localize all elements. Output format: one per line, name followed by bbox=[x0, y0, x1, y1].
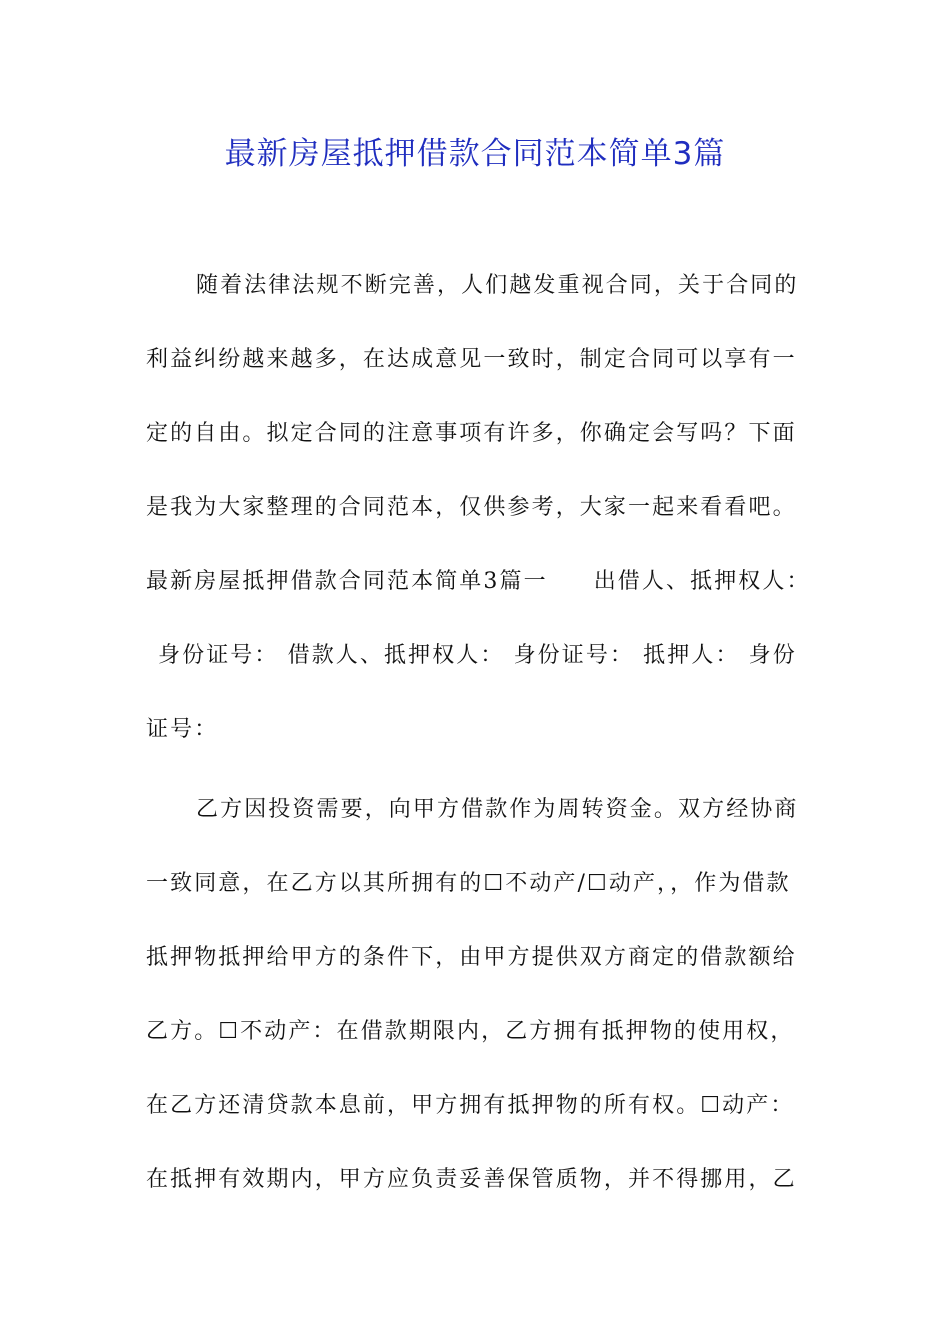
paragraph-line: 在乙方还清贷款本息前，甲方拥有抵押物的所有权。☐动产： bbox=[146, 1093, 795, 1118]
paragraph-line: 乙方。☐不动产：在借款期限内，乙方拥有抵押物的使用权， bbox=[146, 1019, 795, 1044]
paragraph-line: 在抵押有效期内，甲方应负责妥善保管质物，并不得挪用，乙 bbox=[146, 1167, 797, 1192]
paragraph-line: 证号： bbox=[146, 717, 219, 742]
section-heading: 最新房屋抵押借款合同范本简单3篇一 bbox=[146, 569, 548, 594]
paragraph-line: 利益纠纷越来越多，在达成意见一致时，制定合同可以享有一 bbox=[146, 347, 797, 372]
paragraph-line: 是我为大家整理的合同范本，仅供参考，大家一起来看看吧。 bbox=[146, 495, 797, 520]
document-title: 最新房屋抵押借款合同范本简单3篇 bbox=[224, 136, 726, 172]
party-fields: 身份证号： 借款人、抵押权人： 身份证号： 抵押人： 身份 bbox=[158, 643, 797, 668]
document-body bbox=[146, 262, 811, 1230]
lender-label: 出借人、抵押权人： bbox=[593, 569, 811, 594]
paragraph-line bbox=[146, 632, 811, 706]
paragraph-line: 一致同意，在乙方以其所拥有的☐不动产/☐动产，，作为借款 bbox=[146, 871, 791, 896]
paragraph-line: 抵押物抵押给甲方的条件下，由甲方提供双方商定的借款额给 bbox=[146, 945, 797, 970]
paragraph-line: 定的自由。拟定合同的注意事项有许多，你确定会写吗？下面 bbox=[146, 421, 797, 446]
paragraph-line: 乙方因投资需要，向甲方借款作为周转资金。双方经协商 bbox=[196, 797, 799, 822]
paragraph-line: 随着法律法规不断完善，人们越发重视合同，关于合同的 bbox=[196, 273, 799, 298]
section-heading-line bbox=[146, 558, 811, 632]
